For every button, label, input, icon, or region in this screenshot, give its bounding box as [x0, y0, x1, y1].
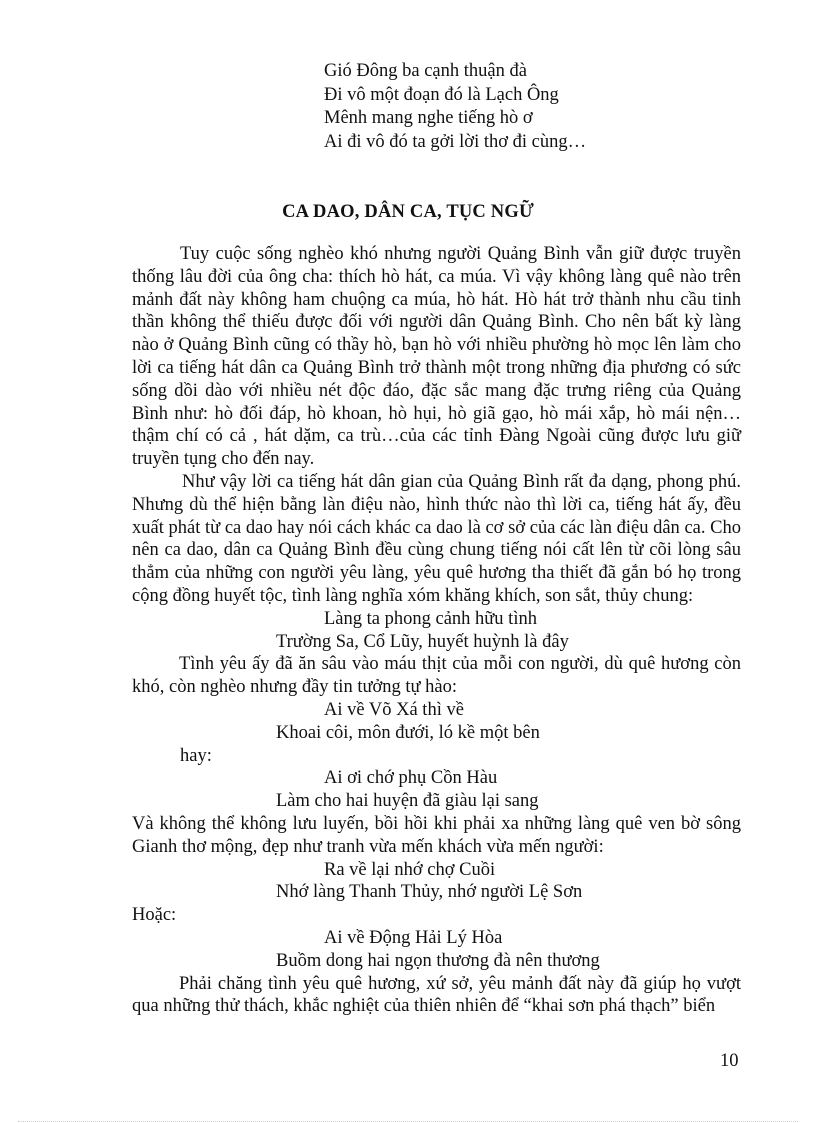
connector-word: hay:: [180, 745, 212, 766]
verse-line: Đi vô một đoạn đó là Lạch Ông: [324, 84, 559, 105]
opening-verse: [324, 60, 586, 154]
couplet-line: Làm cho hai huyện đã giàu lại sang: [276, 791, 539, 812]
page-bottom-rule: [18, 1121, 798, 1122]
couplet-line: Nhớ làng Thanh Thủy, nhớ người Lệ Sơn: [276, 882, 583, 903]
couplet-line: Ai về Động Hải Lý Hòa: [324, 927, 503, 948]
couplet-line: Làng ta phong cảnh hữu tình: [324, 608, 537, 629]
paragraph: Tuy cuộc sống nghèo khó nhưng người Quảng Bình vẫn giữ được truyền thống lâu đời của ông cha: thích hò hát, ca múa. Vì vậy không làng quê nào trên mảnh đất này không ham chuộng ca múa, hò hát. Hò hát trở thành nhu cầu tinh thần không thể thiếu được đối với người dân Quảng Bình. Cho nên bất kỳ làng nào ở Quảng Bình cũng có thầy hò, bạn hò với nhiều phường hò mọc lên làm cho lời ca tiếng hát dân ca Quảng Bình trở thành một trong những địa phương có sức sống dồi dào với nhiều nét độc đáo, đặc sắc mang đặc trưng riêng của Quảng Bình như: hò đối đáp, hò khoan, hò hụi, hò giã gạo, hò mái xắp, hò mái nện… thậm chí có cả , hát dặm, ca trù…của các tỉnh Đàng Ngoài cũng được lưu giữ truyền tụng cho đến nay.: [132, 244, 741, 470]
couplet-line: Ai về Võ Xá thì về: [324, 699, 464, 720]
body-text: [132, 243, 741, 1018]
section-heading: CA DAO, DÂN CA, TỤC NGỮ: [282, 202, 534, 222]
verse-line: Ai đi vô đó ta gởi lời thơ đi cùng…: [324, 131, 587, 152]
verse-line: Gió Đông ba cạnh thuận đà: [324, 61, 527, 81]
verse-line: Mênh mang nghe tiếng hò ơ: [324, 108, 533, 128]
paragraph: Như vậy lời ca tiếng hát dân gian của Quảng Bình rất đa dạng, phong phú. Nhưng dù thể hiện bằng làn điệu nào, hình thức nào thì lời ca, tiếng hát ấy, đều xuất phát từ ca dao hay nói cách khác ca dao là cơ sở của các làn điệu dân ca. Cho nên ca dao, dân ca Quảng Bình đều cùng chung tiếng nói cất lên từ cõi lòng sâu thẳm của những con người yêu làng, yêu quê hương tha thiết đã gắn bó họ trong cộng đồng huyết tộc, tình làng nghĩa xóm khăng khích, son sắt, thủy chung:: [132, 471, 741, 606]
couplet-line: Ra về lại nhớ chợ Cuồi: [324, 859, 496, 880]
paragraph: Và không thể không lưu luyến, bồi hồi khi phải xa những làng quê ven bờ sông Gianh thơ mộng, đẹp như tranh vừa mến khách vừa mến người:: [132, 813, 741, 857]
paragraph: Phải chăng tình yêu quê hương, xứ sở, yêu mảnh đất này đã giúp họ vượt qua những thử thách, khắc nghiệt của thiên nhiên để “khai sơn phá thạch” biển: [132, 973, 741, 1017]
connector-word: Hoặc:: [132, 905, 177, 926]
couplet-line: Ai ơi chớ phụ Cồn Hàu: [324, 768, 498, 789]
paragraph: Tình yêu ấy đã ăn sâu vào máu thịt của mỗi con người, dù quê hương còn khó, còn nghèo nhưng đầy tin tưởng tự hào:: [132, 654, 741, 698]
couplet-line: Khoai côi, môn đưới, ló kề một bên: [276, 722, 540, 743]
page-number: 10: [720, 1051, 739, 1071]
couplet-line: Trường Sa, Cổ Lũy, huyết huỳnh là đây: [276, 631, 569, 652]
couplet-line: Buồm dong hai ngọn thương đà nên thương: [276, 950, 600, 971]
